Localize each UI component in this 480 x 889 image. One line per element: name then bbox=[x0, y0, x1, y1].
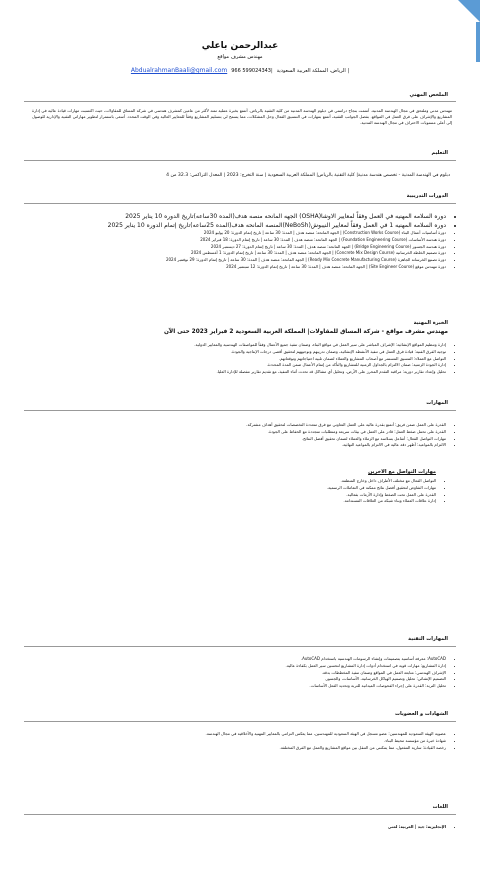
contact-line bbox=[40, 67, 440, 75]
tech-skills-list bbox=[28, 656, 454, 690]
divider bbox=[24, 814, 456, 815]
communication-skills-heading: مهارات التواصل مع الاخرين bbox=[368, 469, 436, 475]
list-item: • مهارات التواصل الفعال: أتفاعل بسلاسة مع الزملاء والعملاء لضمان تحقيق أفضل النتائج. bbox=[28, 436, 446, 443]
divider bbox=[24, 646, 456, 647]
list-item: • إدارة علاقات العملاء وبناء شبكة من العلاقات المستدامة. bbox=[28, 498, 436, 505]
divider bbox=[24, 410, 456, 411]
list-item: • القدرة على العمل ضمن فريق: أتمتع بقدرة عالية على العمل التعاوني مع فرق متعددة التخصصات لتحقيق أهداف مشتركة. bbox=[28, 422, 446, 429]
list-item: • AutoCAD: معرفة أساسية بتصميمات وإنشاء الرسومات الهندسية باستخدام AutoCAD. bbox=[28, 656, 446, 663]
list-item: • شهادة خبرة من مؤسسة محيط البناء. bbox=[28, 738, 446, 745]
skills-heading: المهارات bbox=[426, 400, 448, 406]
list-item: • تحليل التربة: القدرة على إجراء الفحوصات الميدانية للتربة وتحديد الفعل الأساسات. bbox=[28, 683, 446, 690]
job-title: مهندس مشرف مواقع bbox=[217, 54, 263, 60]
list-item: • دورة تصنيع الخرسانة الجاهزة (Ready Mix Concrete Manufacturing Course) | الجهة المانحة: منصة هدف | المدة: 30 ساعة | تاريخ إتمام الدورة: 29 نوفمبر 2024 bbox=[28, 257, 446, 264]
communication-skills-list bbox=[28, 478, 444, 505]
list-item: • دورة أساسيات أعمال البناء (Construction Works Course) | الجهة المانحة: منصة هدف | المدة: 30 ساعة | تاريخ إتمام الدورة: 20 يوليو 2024 bbox=[28, 230, 446, 237]
list-item: • عضوية الهيئة السعودية للمهندسين: عضو مسجل في الهيئة السعودية للمهندسين، مما يعكس التزامي بالمعايير المهنية والأخلاقية في مجال الهندسة. bbox=[28, 731, 446, 738]
skills-list bbox=[28, 422, 454, 449]
courses-heading: الدورات التدريبية bbox=[406, 193, 448, 199]
list-item: • مهارات التفاوض لتحقيق أفضل نتائج ممكنة في التعاملات الرسمية. bbox=[28, 485, 436, 492]
list-item: • الالتزام بالمواعيد: أظهر دقة عالية في الالتزام بالمواعيد النهائية. bbox=[28, 442, 446, 449]
person-name: عبدالرحمن باعلي bbox=[201, 41, 279, 51]
list-item: • إدارة الجودة الزمنية: ضمان الالتزام بالجداول الزمنية للمشاريع والتأكد من إتمام الأعمال ضمن المدة المحددة. bbox=[28, 362, 446, 369]
list-item: • دورة هندسة الجسور (Bridge Engineering Course) | الجهة المانحة: منصة هدف | المدة: 30 ساعة | تاريخ إتمام الدورة: 27 ديسمبر 2024 bbox=[28, 244, 446, 251]
list-item: • دوره السلامه المهنيه 1 في العمل وفقاً لمعايير النيبوش(NeBoSh)المنصه المانحه هدف(المده 25ساعه)تاريخ إتمام الدوره 10 يناير 2025 bbox=[28, 221, 446, 230]
list-item: • الإشراف الهندسي: متابعة العمل في المواقع وضمان تنفيذ المخططات بدقة. bbox=[28, 670, 446, 677]
certificates-heading: الشهادات و العضويات bbox=[394, 711, 448, 717]
cv-header bbox=[40, 40, 440, 75]
list-item: • رخصة القيادة: سارية المفعول، مما يمكنني من التنقل بين مواقع المشاريع والعمل مع الفرق المختلفة. bbox=[28, 745, 446, 752]
list-item: • إدارة المشاريع: مهارات قوية في استخدام أدوات إدارة المشاريع لتحسين سير العمل بكفاءة عالية. bbox=[28, 663, 446, 670]
certificates-list bbox=[28, 731, 454, 751]
list-item: • القدرة على العمل تحت الضغط وإدارة الأزمات بفعالية. bbox=[28, 492, 436, 499]
divider bbox=[24, 160, 456, 161]
experience-list bbox=[28, 342, 454, 376]
divider bbox=[24, 721, 456, 722]
languages-heading: اللغات bbox=[432, 804, 448, 810]
corner-bar-decoration bbox=[476, 22, 480, 62]
list-item: • التواصل الفعال مع مختلف الأطراف داخل وخارج المنظمة. bbox=[28, 478, 436, 485]
divider bbox=[24, 203, 456, 204]
list-item: • دورة مهندس موقع (Site Engineer Course) | الجهة المانحة: منصة هدف | المدة: 30 ساعة | تاريخ إتمام الدورة: 12 سبتمبر 2024 bbox=[28, 264, 446, 271]
list-item: • توجيه الفرق الفنية: قيادة فرق العمل في تنفيذ الأنشطة الإنشائية، وضمان تدريبهم وتوجيههم لتحقيق أقصى درجات الإنتاجية والجودة. bbox=[28, 349, 446, 356]
courses-list bbox=[28, 212, 454, 271]
tech-skills-heading: المهارات التقنية bbox=[408, 636, 448, 642]
experience-title: مهندس مشرف مواقع - شركة المساق للمقاولات| المملكة العربية السعودية 2 فبراير 2023 حتى الآن bbox=[163, 329, 448, 335]
summary-text: مهندس مدني وملتحق في مجال الهندسة المدنية. أتممت بنجاح دراستي في دبلوم الهندسة المدنية من كلية التقنية بالرياض. أتمتع بخبرة عملية تمتد لأكثر من عامين كمشرف هندسي في شركة المساق للمقاولات، حيث اكتسبت مهارات قيادة عالية في إدارة المشاريع والإشراف على فرق العمل في المواقع. بفضل الجوانب التقنية، أتمتع بمهارات في التنسيق الفعال وحل المشكلات، مما يسمح لي بتسليم المشاريع وفقاً للمعايير العالية وفي الوقت المحدد. أسعى باستمرار لتطوير مهاراتي التقنية والإدارية للوصول إلى أعلى مستويات الاحتراف في مجال الهندسة المدنية. bbox=[32, 108, 452, 125]
list-item: • القدرة على تحمل ضغط العمل: قادر على العمل في بيئات سريعة ومتطلبات متجددة مع الحفاظ على الجودة. bbox=[28, 429, 446, 436]
location: الرياض، المملكة العربية السعودية | bbox=[276, 68, 350, 74]
education-heading: التعليم bbox=[431, 150, 448, 156]
list-item: • دوره السلامه المهنيه في العمل وفقاً لمعايير الاوشا(OSHA) الجهه المانحه منصه هدف(المده 30ساعه)تاريخ الدوره 10 يناير 2025 bbox=[28, 212, 446, 221]
list-item: • دورة هندسة الأساسات (Foundation Engineering Course) | الجهة المانحة: منصة هدف | المدة: 30 ساعة | تاريخ إتمام الدورة: 18 فبراير 2024 bbox=[28, 237, 446, 244]
list-item: • دورة تصميم الخلطة الخرسانية (Concrete Mix Design Course) | الجهة المانحة: منصة هدف | المدة: 30 ساعة | تاريخ إتمام الدورة: 1 أغسطس 2024 bbox=[28, 250, 446, 257]
education-text: دبلوم في الهندسة المدنية - تخصص هندسة مدنية| كلية التقنية بالرياض| المملكة العربية السعودية | سنة التخرج: 2023 | المعدل التراكمي: 32.3 من 4 bbox=[166, 173, 450, 178]
experience-heading: الخبرة المهنية bbox=[413, 320, 448, 326]
email-link[interactable]: AbdualrahmanBaali@gmail.com bbox=[130, 67, 228, 74]
list-item: • التصميم الإنشائي: تحليل وتصميم الهياكل الخرسانية، الأساسات، والجسور. bbox=[28, 676, 446, 683]
languages-list bbox=[28, 824, 454, 831]
summary-heading: الملخص المهني bbox=[409, 92, 448, 98]
education-line bbox=[30, 172, 450, 179]
list-item: • التواصل مع العملاء: التنسيق المستمر مع أصحاب المشاريع والعملاء لضمان تلبية احتياجاتهم وتوقعاتهم. bbox=[28, 356, 446, 363]
corner-decoration bbox=[458, 0, 480, 22]
list-item: • تحليل وإعداد تقارير دورية: مراقبة التقدم المحرز على الأرض، وتحليل أي مشاكل قد تحدث أثناء التنفيذ، مع تقديم تقارير مفصلة للإدارة العليا. bbox=[28, 369, 446, 376]
list-item: • الإنجليزية: جيد | العربية: لغتي bbox=[28, 824, 446, 831]
list-item: • إدارة وتنظيم المواقع الإنشائية: الإشراف المباشر على سير العمل في مواقع البناء، وضمان تنفيذ جميع الأعمال وفقاً للمواصفات الهندسية والمعايير الدولية. bbox=[28, 342, 446, 349]
phone-number: 966 599024343| bbox=[231, 68, 273, 74]
divider bbox=[24, 101, 456, 102]
